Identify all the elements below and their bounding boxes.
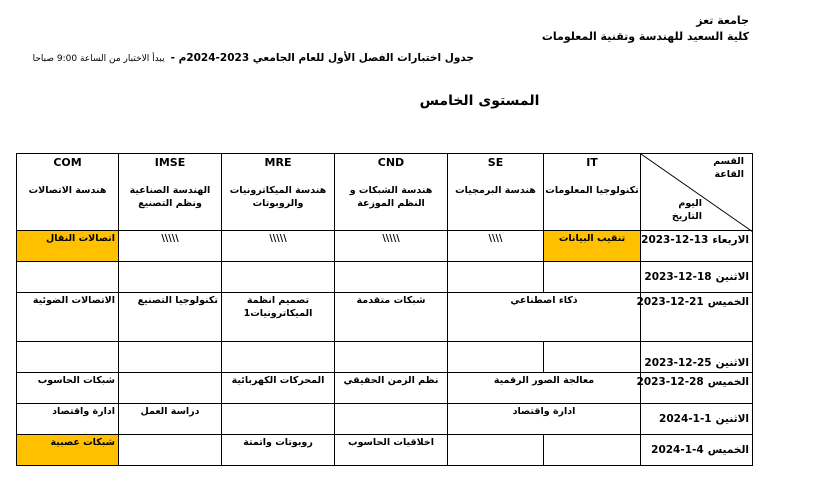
corner-day-label: اليوم [678,198,702,209]
row-date [641,435,753,466]
level-title [0,93,819,109]
cell-imse [119,342,222,373]
row-day: الاثنين [715,270,749,283]
row-date [636,373,753,404]
cell-it [544,342,641,373]
schedule-note: يبدأ الاختبار من الساعة 9:00 صباحا [32,54,165,64]
row-date-value: 21-12-2023 [636,296,704,308]
cell-se [448,262,544,293]
cell-com: ادارة واقتصاد [17,404,119,435]
corner-header [641,154,753,231]
col-header-com: COM هندسة الاتصالات [17,154,119,231]
row-date [636,293,753,342]
university-name: جامعة تعز [696,14,749,27]
table-row [17,231,753,262]
cell-mre: المحركات الكهربائية [222,373,335,404]
college-name: كلية السعيد للهندسة وتقنية المعلومات [541,30,749,43]
cell-com: شبكات الحاسوب [17,373,119,404]
cell-mre: تصميم انظمة الميكاترونيات1 [222,293,335,342]
table-row [17,293,753,342]
row-day: الخميس [707,443,749,456]
col-header-cnd: CND هندسة الشبكات و النظم الموزعة [335,154,448,231]
row-date-value: 28-12-2023 [636,376,704,388]
col-header-it: IT تكنولوجيا المعلومات [544,154,641,231]
corner-date-label: التاريخ [671,210,702,222]
row-day: الاثنين [715,356,749,369]
cell-it: تنقيب البيانات [544,231,641,262]
table-row [17,342,753,373]
cell-com [17,342,119,373]
row-date-value: 18-12-2023 [644,270,712,283]
row-date [641,342,753,373]
col-header-se: SE هندسة البرمجيات [448,154,544,231]
row-date [641,262,753,293]
cell-mre [222,404,335,435]
col-header-mre: MRE هندسة الميكاترونيات والروبوتات [222,154,335,231]
cell-se: \\\\ [448,231,544,262]
cell-cnd [335,342,448,373]
cell-it-se: معالجة الصور الرقمية [448,373,641,404]
cell-imse [119,262,222,293]
cell-it-se: ذكاء اصطناعي [448,293,641,342]
cell-it-se: ادارة واقتصاد [448,404,641,435]
schedule-title [33,52,474,64]
row-date-value: 25-12-2023 [644,356,712,369]
row-day: الاثنين [715,412,749,425]
cell-se [448,342,544,373]
cell-com: شبكات عصبية [17,435,119,466]
cell-se [448,435,544,466]
cell-mre: \\\\\ [222,231,335,262]
cell-imse [119,435,222,466]
cell-com [17,262,119,293]
row-date [641,404,753,435]
row-date-value: 4-1-2024 [651,443,704,456]
cell-cnd: \\\\\ [335,231,448,262]
row-date-value: 1-1-2024 [659,412,712,425]
cell-imse: دراسة العمل [119,404,222,435]
table-row [17,373,753,404]
cell-mre [222,342,335,373]
corner-hall-label: القاعة [714,168,744,180]
row-date [641,231,753,262]
cell-mre: روبوتات واتمتة [222,435,335,466]
cell-com: اتصالات النقال [17,231,119,262]
table-row [17,404,753,435]
cell-com: الاتصالات الضوئية [17,293,119,342]
cell-it [544,435,641,466]
cell-cnd: شبكات متقدمة [335,293,448,342]
table-row [17,262,753,293]
cell-imse: \\\\\ [119,231,222,262]
corner-dept-label: القسم [713,156,744,167]
level-title-text: المستوى الخامس [419,93,540,109]
schedule-title-text: جدول اختبارات الفصل الأول للعام الجامعي 2023-2024م - [170,52,474,64]
cell-imse: تكنولوجيا التصنيع [119,293,222,342]
cell-cnd: اخلاقيات الحاسوب [335,435,448,466]
col-header-imse: IMSE الهندسة الصناعية ونظم التصنيع [119,154,222,231]
row-day: الاربعاء [712,234,749,246]
row-day: الخميس [707,376,749,388]
cell-cnd: نظم الزمن الحقيقي [335,373,448,404]
cell-cnd [335,404,448,435]
cell-imse [119,373,222,404]
row-day: الخميس [707,296,749,308]
cell-cnd [335,262,448,293]
row-date-value: 13-12-2023 [641,234,709,246]
cell-mre [222,262,335,293]
exam-schedule-table [16,153,753,466]
cell-it [544,262,641,293]
table-row [17,435,753,466]
